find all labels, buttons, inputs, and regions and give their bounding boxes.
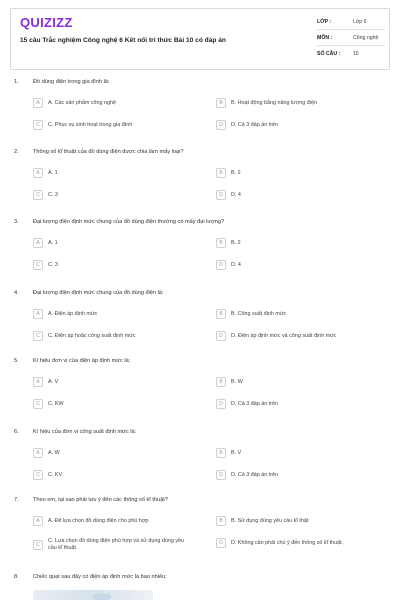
option-text: C. Phục vụ sinh hoạt trong gia đình [48,121,133,128]
question-number: 4. [14,290,19,296]
answer-option-b[interactable] [216,168,376,178]
option-letter-box: B [216,98,226,108]
option-text: C. 3 [48,191,58,198]
option-letter-box: C [33,331,43,341]
option-letter-box: D [216,538,226,548]
option-text: D. Không cần phải chú ý đến thông số kĩ thuật. [231,539,344,546]
answer-option-b[interactable] [216,377,376,387]
option-text: B. V [231,449,242,456]
option-letter-box: D [216,190,226,200]
option-letter-box: B [216,377,226,387]
answer-option-b[interactable] [216,448,376,458]
option-text: C. KV [48,471,63,478]
meta-label: MÔN : [317,34,333,41]
quizizz-logo: QUIZIZZ [20,15,73,30]
option-text: A. Để lựa chọn đồ dùng điện cho phù hợp [48,517,149,524]
question-number: 5. [14,358,19,364]
question-number: 7. [14,497,19,503]
answer-option-d[interactable] [216,470,376,480]
option-letter-box: C [33,260,43,270]
option-letter-box: C [33,399,43,409]
answer-option-d[interactable] [216,331,376,341]
option-letter-box: C [33,190,43,200]
meta-row-count [317,46,385,62]
option-text: B. Sử dụng đúng yêu cầu kĩ thật [231,517,309,524]
question-number: 3. [14,219,19,225]
option-letter-box: B [216,516,226,526]
meta-value: Công nghệ [353,34,379,41]
answer-option-a[interactable] [33,448,193,458]
question-text: Đồ dùng điện trong gia đình là: [33,79,110,85]
option-text: C. Lựa chọn đồ dùng điện phù hợp và sử dụng đúng yêu cầu kĩ thuật. [48,538,185,551]
option-letter-box: C [33,470,43,480]
option-letter-box: B [216,168,226,178]
option-letter-box: A [33,238,43,248]
option-letter-box: B [216,448,226,458]
answer-option-d[interactable] [216,190,376,200]
option-text: C. Điện áp hoặc công suất định mức [48,332,136,339]
answer-option-c[interactable] [33,538,193,551]
answer-option-c[interactable] [33,120,193,130]
answer-option-c[interactable] [33,470,193,480]
option-letter-box: B [216,238,226,248]
answer-option-d[interactable] [216,399,376,409]
option-text: A. Điện áp định mức [48,310,98,317]
option-text: A. 1 [48,169,58,176]
question-text: Đại lượng điện định mức chung của đồ dùng điện là: [33,290,164,296]
option-letter-box: C [33,540,43,550]
option-text: D. Điện áp định mức và công suất định mức [231,332,337,339]
answer-option-d[interactable] [216,260,376,270]
answer-option-d[interactable] [216,538,376,548]
worksheet-header [10,8,390,70]
answer-option-d[interactable] [216,120,376,130]
question-text: Kí hiệu của đơn vị công suất định mức là: [33,429,137,435]
answer-option-b[interactable] [216,98,376,108]
answer-option-c[interactable] [33,331,193,341]
option-letter-box: D [216,120,226,130]
option-letter-box: A [33,516,43,526]
meta-value: 15 [353,51,359,57]
question-text: Kí hiệu đơn vị của điện áp định mức là: [33,358,131,364]
option-text: C. KW [48,400,64,407]
meta-value: Lớp 6 [353,18,367,25]
answer-option-c[interactable] [33,190,193,200]
option-text: D. 4 [231,261,241,268]
question-number: 1. [14,79,19,85]
question-number: 2. [14,149,19,155]
answer-option-b[interactable] [216,238,376,248]
answer-option-c[interactable] [33,399,193,409]
option-text: A. W [48,449,60,456]
answer-option-c[interactable] [33,260,193,270]
option-text: A. 1 [48,239,58,246]
answer-option-a[interactable] [33,309,193,319]
option-letter-box: D [216,399,226,409]
answer-option-a[interactable] [33,98,193,108]
option-letter-box: A [33,309,43,319]
option-letter-box: D [216,260,226,270]
option-letter-box: A [33,448,43,458]
option-text: B. 2 [231,169,241,176]
option-text: D. 4 [231,191,241,198]
meta-row-class [317,14,385,30]
option-text: B. W [231,378,243,385]
option-letter-box: A [33,98,43,108]
answer-option-a[interactable] [33,516,193,526]
option-text: A. V [48,378,59,385]
question-number: 6. [14,429,19,435]
question-text: Đại lượng điện định mức chung của đồ dùng điện thường có mấy đại lượng? [33,219,225,225]
question-number: 8. [14,574,19,580]
option-text: A. Các sản phẩm công nghệ [48,99,117,106]
worksheet-meta [317,14,385,62]
option-text: D. Cả 3 đáp án trên [231,121,279,128]
option-letter-box: D [216,470,226,480]
option-text: B. 2 [231,239,241,246]
option-text: D. Cả 3 đáp án trên [231,471,279,478]
option-text: B. Công suất định mức [231,310,287,317]
answer-option-a[interactable] [33,377,193,387]
option-text: B. Hoạt động bằng năng lượng điện [231,99,317,106]
option-letter-box: A [33,377,43,387]
question-text: Thông số kĩ thuật của đồ dùng điện được chia làm mấy loại? [33,149,184,155]
option-letter-box: B [216,309,226,319]
option-letter-box: C [33,120,43,130]
page-title: 15 câu Trắc nghiệm Công nghệ 6 Kết nối tri thức Bài 10 có đáp án [20,37,226,44]
question-text: Chiếc quạt sau đây có điện áp định mức là bao nhiêu: [33,574,167,580]
answer-option-a[interactable] [33,168,193,178]
question-text: Theo em, tại sao phải lưu ý đến các thông số kĩ thuật? [33,497,168,503]
meta-label: SỐ CÂU : [317,51,341,57]
option-text: D. Cả 3 đáp án trên [231,400,279,407]
answer-option-b[interactable] [216,516,376,526]
meta-label: LỚP : [317,18,332,25]
meta-row-subject [317,30,385,46]
option-letter-box: D [216,331,226,341]
answer-option-a[interactable] [33,238,193,248]
option-letter-box: A [33,168,43,178]
answer-option-b[interactable] [216,309,376,319]
blurred-image-detail [93,594,111,600]
option-text: C. 3 [48,261,58,268]
